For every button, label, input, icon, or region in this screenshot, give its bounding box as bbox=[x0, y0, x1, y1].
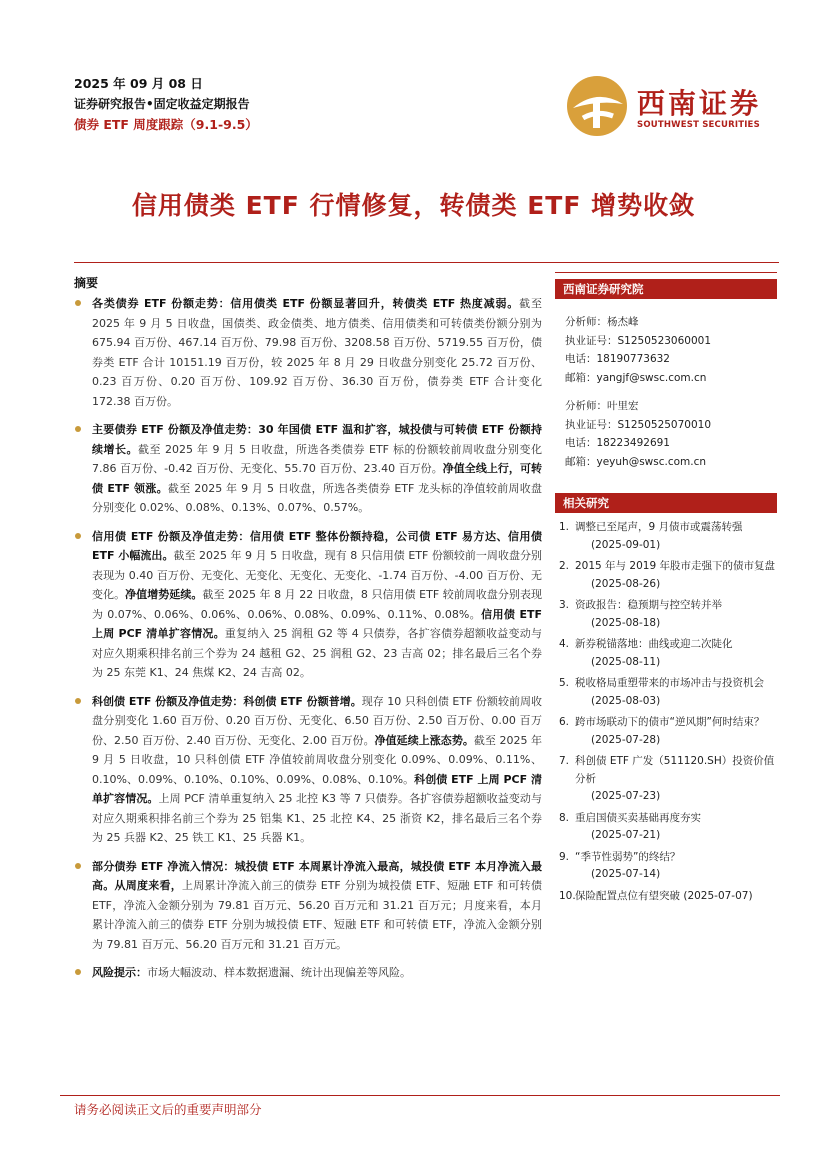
summary-item-bold: 净值全线上行，可转债 ETF 领涨。 bbox=[92, 462, 543, 495]
bullet-icon bbox=[75, 533, 81, 539]
analyst-license: 执业证号：S1250525070010 bbox=[565, 418, 712, 431]
related-research-item[interactable] bbox=[555, 597, 777, 632]
summary-item-bold: 净值延续上涨态势。 bbox=[374, 733, 474, 747]
analyst-email[interactable]: 邮箱：yeyuh@swsc.com.cn bbox=[565, 455, 707, 468]
summary-heading: 摘要 bbox=[74, 276, 99, 290]
summary-item-bold: 各类债券 ETF 份额走势：信用债类 ETF 份额显著回升，转债类 ETF 热度减弱。 bbox=[92, 297, 520, 310]
related-research-item[interactable] bbox=[555, 810, 777, 845]
summary-item-bold: 部分债券 ETF 净流入情况：城投债 ETF 本周累计净流入最高，城投债 ETF 本月净流入最高。从周度来看， bbox=[92, 859, 542, 892]
related-date: (2025-08-03) bbox=[591, 694, 661, 707]
related-title: 跨市场联动下的债市“逆风期”何时结束？ bbox=[575, 716, 765, 728]
institute-heading: 西南证券研究院 bbox=[555, 279, 777, 299]
summary-item-text: 截至 2025 年 9 月 5 日收盘，现有 8 只信用债 ETF 份额较前一周收盘分别表现为 0.40 百万份、无变化、无变化、无变化、无变化、-1.74 百万份、-4.00 百万份、无变化。 bbox=[92, 549, 542, 601]
summary-item bbox=[74, 692, 542, 848]
related-num: 10. bbox=[559, 889, 576, 902]
related-research-item[interactable] bbox=[555, 636, 777, 671]
related-num: 6. bbox=[559, 716, 570, 728]
related-research-item[interactable] bbox=[555, 519, 777, 554]
summary-item-text: 截至 2025 年 8 月 22 日收盘，8 只信用债 ETF 较前周收盘分别表现为 0.07%、0.06%、0.06%、0.06%、0.08%、0.09%、0.11%、0.08%。 bbox=[92, 588, 543, 621]
related-title: 资政报告：稳预期与控空转并举 bbox=[575, 599, 722, 611]
summary-item-text: 上周累计净流入前三的债券 ETF 分别为城投债 ETF、短融 ETF 和可转债 ETF，净流入金额分别为 79.81 百万元、56.20 百万元和 31.21 百万元；月度来看，本月累计净流入前三的债券 ETF 分别为城投债 ETF、短融 ETF 和可转债 ETF，净流入金额分别为 79.81 百万元、56.20 百万元和 31.21 百万元。 bbox=[92, 879, 542, 951]
related-date: (2025-07-07) bbox=[683, 889, 753, 902]
related-research-item[interactable] bbox=[555, 849, 777, 884]
related-title: 税收格局重塑带来的市场冲击与投资机会 bbox=[575, 677, 764, 689]
analyst-license: 执业证号：S1250523060001 bbox=[565, 334, 712, 347]
related-date: (2025-07-28) bbox=[591, 733, 661, 746]
analyst-phone: 电话：18190773632 bbox=[565, 353, 670, 365]
bullet-icon bbox=[75, 426, 81, 432]
related-date: (2025-08-26) bbox=[591, 577, 661, 590]
summary-item-bold: 风险提示： bbox=[92, 966, 147, 979]
report-series: 债券 ETF 周度跟踪（9.1-9.5） bbox=[74, 117, 258, 132]
bullet-icon bbox=[75, 969, 81, 975]
summary-item bbox=[74, 857, 542, 955]
related-title: 新券税锚落地：曲线或迎二次陡化 bbox=[575, 638, 733, 650]
related-date: (2025-07-21) bbox=[591, 829, 661, 841]
summary-item-bold: 信用债 ETF 上周 PCF 清单扩容情况。 bbox=[92, 607, 542, 640]
related-num: 3. bbox=[559, 599, 570, 611]
related-research-item[interactable] bbox=[555, 675, 777, 710]
page-title: 信用债类 ETF 行情修复，转债类 ETF 增势收敛 bbox=[131, 191, 696, 220]
related-date: (2025-08-11) bbox=[591, 655, 661, 668]
summary-item-text: 截至 2025 年 9 月 5 日收盘，所选各类债券 ETF 龙头标的净值较前周收盘分别变化 0.02%、0.08%、0.13%、0.07%、0.57%。 bbox=[92, 481, 542, 514]
summary-item-text: 截至 2025 年 9 月 5 日收盘，国债类、政金债类、地方债类、信用债类和可转债类份额分别为 675.94 百万份、467.14 百万份、79.98 百万份、3208.58 百万份、5719.55 百万份，债券类 ETF 合计 10151.19 百万份，较 2025 年 8 月 29 日收盘分别变化 25.72 百万份、0.23 百万份、0.20 百万份、109.92 百万份、36.30 百万份，债券类 ETF 合计变化 172.38 百万份。 bbox=[92, 297, 542, 408]
summary-item-text: 市场大幅波动、样本数据遗漏、统计出现偏差等风险。 bbox=[147, 966, 411, 979]
bullet-icon bbox=[75, 863, 81, 869]
related-num: 7. bbox=[559, 755, 570, 767]
related-num: 5. bbox=[559, 677, 570, 689]
sidebar bbox=[555, 272, 777, 909]
related-research-item[interactable] bbox=[555, 714, 777, 749]
risk-warning bbox=[74, 963, 542, 983]
logo-text-cn: 西南证券 bbox=[637, 87, 762, 120]
top-divider bbox=[74, 262, 779, 263]
summary-item bbox=[74, 294, 542, 411]
analyst-list bbox=[555, 313, 777, 471]
summary-item-text: 上周 PCF 清单重复纳入 25 北控 K3 等 7 只债券。各扩容债券超额收益变动与对应久期乘积排名前三个券为 25 铝集 K1、25 北控 K4、25 浙资 K2，排名最后三名个券为 25 兵器 K2、25 铁工 K1、25 兵器 K1。 bbox=[92, 792, 542, 844]
related-num: 8. bbox=[559, 811, 570, 824]
related-num: 4. bbox=[559, 638, 570, 650]
summary-item-bold: 科创债 ETF 上周 PCF 清单扩容情况。 bbox=[92, 772, 542, 805]
analyst-name: 分析师：杨杰峰 bbox=[565, 316, 639, 328]
related-date: (2025-07-23) bbox=[591, 790, 661, 802]
summary-section bbox=[74, 272, 542, 992]
report-header bbox=[74, 74, 258, 136]
related-research-item[interactable] bbox=[555, 558, 777, 593]
related-num: 9. bbox=[559, 850, 570, 863]
analyst-phone: 电话：18223492691 bbox=[565, 437, 670, 449]
related-date: (2025-07-14) bbox=[591, 868, 661, 880]
summary-item-bold: 净值增势延续。 bbox=[125, 588, 203, 601]
related-title: 重启国债买卖基础再度夯实 bbox=[575, 811, 701, 824]
related-date: (2025-08-18) bbox=[591, 616, 661, 629]
related-research-list bbox=[555, 519, 777, 905]
summary-item-text: 现存 10 只科创债 ETF 份额较前周收盘分别变化 1.60 百万份、0.20 百万份、无变化、6.50 百万份、2.50 百万份、0.00 百万份、2.50 百万份、2.40 百万份、无变化、2.00 百万份。 bbox=[92, 694, 542, 747]
summary-item-text: 截至 2025 年 9 月 5 日收盘，10 只科创债 ETF 净值较前周收盘分别变化 0.09%、0.09%、0.11%、0.10%、0.09%、0.10%、0.10%、0.09%、0.08%、0.10%。 bbox=[92, 733, 542, 786]
summary-item-text: 重复纳入 25 润租 G2 等 4 只债券，各扩容债券超额收益变动与对应久期乘积排名前三个券为 24 越租 G2、25 润租 G2、23 吉高 02；排名最后三名个券为 25 东莞 K1、24 焦煤 K2、24 吉高 02。 bbox=[92, 627, 542, 679]
summary-item bbox=[74, 420, 542, 518]
footer-disclaimer: 请务必阅读正文后的重要声明部分 bbox=[74, 1102, 262, 1117]
summary-item-text: 截至 2025 年 9 月 5 日收盘，所选各类债券 ETF 标的份额较前周收盘分别变化 7.86 百万份、-0.42 百万份、无变化、55.70 百万份、23.40 百万份。 bbox=[92, 442, 543, 475]
related-title: 保险配置点位有望突破 bbox=[575, 889, 680, 902]
logo-text-en: SOUTHWEST SECURITIES bbox=[637, 120, 760, 130]
related-date: (2025-09-01) bbox=[591, 538, 661, 551]
analyst-email[interactable]: 邮箱：yangjf@swsc.com.cn bbox=[565, 371, 707, 384]
bullet-icon bbox=[75, 300, 81, 306]
analyst-name: 分析师：叶里宏 bbox=[565, 400, 639, 412]
company-logo bbox=[565, 74, 775, 138]
related-num: 2. bbox=[559, 560, 570, 572]
bullet-icon bbox=[75, 698, 81, 704]
related-research-heading: 相关研究 bbox=[555, 493, 777, 513]
related-title: 调整已至尾声，9 月债市或震荡转强 bbox=[575, 521, 743, 533]
summary-item-bold: 科创债 ETF 份额及净值走势：科创债 ETF 份额普增。 bbox=[92, 694, 362, 708]
summary-item-bold: 主要债券 ETF 份额及净值走势：30 年国债 ETF 温和扩容，城投债与可转债 ETF 份额持续增长。 bbox=[92, 423, 542, 456]
related-title: “季节性弱势”的终结？ bbox=[575, 850, 681, 863]
sidebar-divider bbox=[555, 272, 777, 273]
report-date: 2025 年 09 月 08 日 bbox=[74, 76, 203, 91]
related-title: 2015 年与 2019 年股市走强下的债市复盘 bbox=[575, 560, 775, 572]
report-type: 证券研究报告•固定收益定期报告 bbox=[74, 97, 250, 111]
related-research-item[interactable] bbox=[555, 888, 777, 906]
footer-divider bbox=[60, 1095, 780, 1096]
logo-emblem-icon bbox=[565, 74, 629, 138]
summary-item-bold: 信用债 ETF 份额及净值走势：信用债 ETF 整体份额持稳，公司债 ETF 易方达、信用债 ETF 小幅流出。 bbox=[92, 529, 542, 562]
summary-item bbox=[74, 527, 542, 683]
related-title: 科创债 ETF 广发（511120.SH）投资价值分析 bbox=[575, 755, 775, 785]
related-num: 1. bbox=[559, 521, 570, 533]
related-research-item[interactable] bbox=[555, 753, 777, 806]
